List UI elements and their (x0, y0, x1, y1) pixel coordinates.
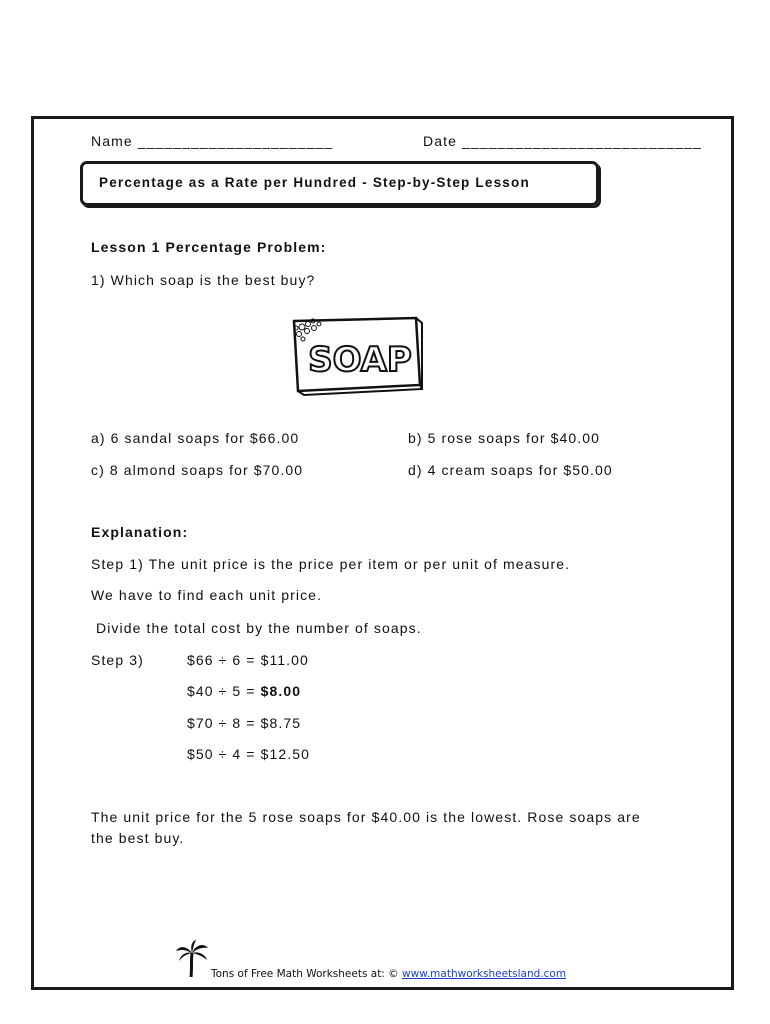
question-text: 1) Which soap is the best buy? (91, 272, 316, 288)
step1-text: Step 1) The unit price is the price per item or per unit of measure. (91, 556, 571, 572)
name-field: Name ______________________ (91, 133, 334, 149)
explanation-heading: Explanation: (91, 524, 189, 540)
calc-result: $8.75 (260, 715, 302, 731)
unit-price-text: We have to find each unit price. (91, 587, 323, 603)
calc-expression: $40 ÷ 5 = (187, 683, 261, 699)
calc-result: $11.00 (260, 652, 309, 668)
footer-text: Tons of Free Math Worksheets at: © (211, 968, 403, 980)
conclusion-line-2: the best buy. (91, 830, 185, 846)
soap-label: SOAP (308, 340, 412, 380)
option-d: d) 4 cream soaps for $50.00 (408, 462, 613, 478)
option-c: c) 8 almond soaps for $70.00 (91, 462, 304, 478)
date-field: Date ___________________________ (423, 133, 702, 149)
page-title: Percentage as a Rate per Hundred - Step-by-Step Lesson (99, 175, 530, 190)
conclusion-line-1: The unit price for the 5 rose soaps for $40.00 is the lowest. Rose soaps are (91, 809, 641, 825)
footer-link[interactable]: www.mathworksheetsland.com (402, 968, 567, 980)
worksheet (31, 116, 734, 990)
calc-expression: $70 ÷ 8 = (187, 715, 261, 731)
calc-expression: $50 ÷ 4 = (187, 746, 261, 762)
calc-expression: $66 ÷ 6 = (187, 652, 261, 668)
divide-text: Divide the total cost by the number of soaps. (91, 620, 422, 636)
palm-tree-icon (174, 939, 210, 979)
calc-result: $12.50 (260, 746, 310, 762)
step3-label: Step 3) (91, 652, 144, 668)
calc-row (187, 715, 301, 731)
calc-row (187, 746, 310, 762)
calc-result-best: $8.00 (260, 683, 302, 699)
option-b: b) 5 rose soaps for $40.00 (408, 430, 601, 446)
option-a: a) 6 sandal soaps for $66.00 (91, 430, 300, 446)
calc-row (187, 683, 301, 699)
soap-image (288, 315, 424, 397)
calc-row (187, 652, 309, 668)
lesson-heading: Lesson 1 Percentage Problem: (91, 239, 327, 255)
title-box (80, 161, 599, 206)
footer (211, 968, 566, 980)
